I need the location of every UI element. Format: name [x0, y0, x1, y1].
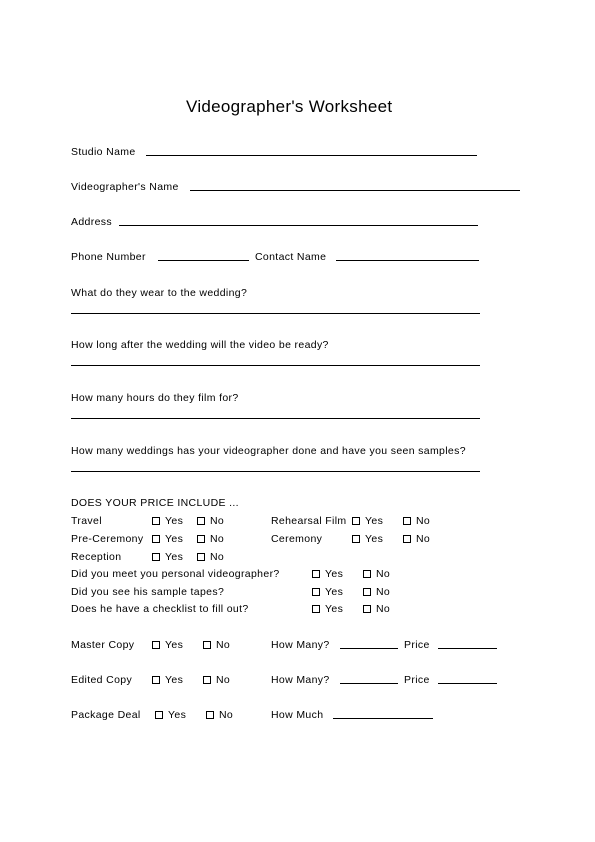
- checkbox-icon: [152, 553, 160, 561]
- address-field[interactable]: [119, 225, 478, 226]
- videographer-name-label: Videographer's Name: [71, 181, 179, 193]
- reception-label: Reception: [71, 551, 122, 563]
- ceremony-no-option[interactable]: No: [403, 533, 430, 545]
- answer-weddings-field[interactable]: [71, 471, 480, 472]
- checkbox-icon: [203, 676, 211, 684]
- checkbox-icon: [312, 605, 320, 613]
- price-include-heading: DOES YOUR PRICE INCLUDE ...: [71, 497, 239, 509]
- studio-name-field[interactable]: [146, 155, 477, 156]
- edited-copy-no-option[interactable]: No: [203, 674, 230, 686]
- address-label: Address: [71, 216, 112, 228]
- contact-name-field[interactable]: [336, 260, 479, 261]
- checkbox-icon: [312, 588, 320, 596]
- videographer-name-field[interactable]: [190, 190, 520, 191]
- checkbox-icon: [363, 605, 371, 613]
- phone-number-label: Phone Number: [71, 251, 146, 263]
- phone-number-field[interactable]: [158, 260, 249, 261]
- met-videographer-no-option[interactable]: No: [363, 568, 390, 580]
- checklist-label: Does he have a checklist to fill out?: [71, 603, 249, 615]
- checkbox-icon: [197, 517, 205, 525]
- sample-tapes-yes-option[interactable]: Yes: [312, 586, 343, 598]
- ceremony-yes-option[interactable]: Yes: [352, 533, 383, 545]
- package-deal-label: Package Deal: [71, 709, 141, 721]
- checkbox-icon: [152, 641, 160, 649]
- edited-how-many-field[interactable]: [340, 683, 398, 684]
- checkbox-icon: [403, 535, 411, 543]
- checkbox-icon: [363, 588, 371, 596]
- answer-wear-field[interactable]: [71, 313, 480, 314]
- checklist-no-option[interactable]: No: [363, 603, 390, 615]
- question-ready: How long after the wedding will the video be ready?: [71, 339, 329, 351]
- question-hours: How many hours do they film for?: [71, 392, 239, 404]
- package-deal-no-option[interactable]: No: [206, 709, 233, 721]
- master-copy-yes-option[interactable]: Yes: [152, 639, 183, 651]
- checkbox-icon: [352, 535, 360, 543]
- master-copy-label: Master Copy: [71, 639, 135, 651]
- checkbox-icon: [197, 535, 205, 543]
- checklist-yes-option[interactable]: Yes: [312, 603, 343, 615]
- page-title: Videographer's Worksheet: [186, 97, 393, 116]
- checkbox-icon: [197, 553, 205, 561]
- checkbox-icon: [155, 711, 163, 719]
- how-much-field[interactable]: [333, 718, 433, 719]
- checkbox-icon: [206, 711, 214, 719]
- pre-ceremony-no-option[interactable]: No: [197, 533, 224, 545]
- checkbox-icon: [352, 517, 360, 525]
- travel-label: Travel: [71, 515, 102, 527]
- pre-ceremony-yes-option[interactable]: Yes: [152, 533, 183, 545]
- studio-name-label: Studio Name: [71, 146, 136, 158]
- answer-hours-field[interactable]: [71, 418, 480, 419]
- edited-copy-label: Edited Copy: [71, 674, 133, 686]
- answer-ready-field[interactable]: [71, 365, 480, 366]
- rehearsal-film-yes-option[interactable]: Yes: [352, 515, 383, 527]
- master-how-many-label: How Many?: [271, 639, 330, 651]
- question-wear: What do they wear to the wedding?: [71, 287, 248, 299]
- master-price-field[interactable]: [438, 648, 497, 649]
- ceremony-label: Ceremony: [271, 533, 323, 545]
- master-price-label: Price: [404, 639, 430, 651]
- master-copy-no-option[interactable]: No: [203, 639, 230, 651]
- checkbox-icon: [312, 570, 320, 578]
- travel-no-option[interactable]: No: [197, 515, 224, 527]
- checkbox-icon: [152, 517, 160, 525]
- checkbox-icon: [363, 570, 371, 578]
- travel-yes-option[interactable]: Yes: [152, 515, 183, 527]
- rehearsal-film-no-option[interactable]: No: [403, 515, 430, 527]
- sample-tapes-label: Did you see his sample tapes?: [71, 586, 225, 598]
- contact-name-label: Contact Name: [255, 251, 327, 263]
- question-weddings: How many weddings has your videographer done and have you seen samples?: [71, 445, 466, 457]
- checkbox-icon: [152, 535, 160, 543]
- master-how-many-field[interactable]: [340, 648, 398, 649]
- reception-yes-option[interactable]: Yes: [152, 551, 183, 563]
- met-videographer-label: Did you meet you personal videographer?: [71, 568, 280, 580]
- checkbox-icon: [203, 641, 211, 649]
- checkbox-icon: [152, 676, 160, 684]
- pre-ceremony-label: Pre-Ceremony: [71, 533, 144, 545]
- edited-copy-yes-option[interactable]: Yes: [152, 674, 183, 686]
- edited-price-label: Price: [404, 674, 430, 686]
- reception-no-option[interactable]: No: [197, 551, 224, 563]
- met-videographer-yes-option[interactable]: Yes: [312, 568, 343, 580]
- checkbox-icon: [403, 517, 411, 525]
- package-deal-yes-option[interactable]: Yes: [155, 709, 186, 721]
- edited-price-field[interactable]: [438, 683, 497, 684]
- how-much-label: How Much: [271, 709, 324, 721]
- sample-tapes-no-option[interactable]: No: [363, 586, 390, 598]
- edited-how-many-label: How Many?: [271, 674, 330, 686]
- rehearsal-film-label: Rehearsal Film: [271, 515, 347, 527]
